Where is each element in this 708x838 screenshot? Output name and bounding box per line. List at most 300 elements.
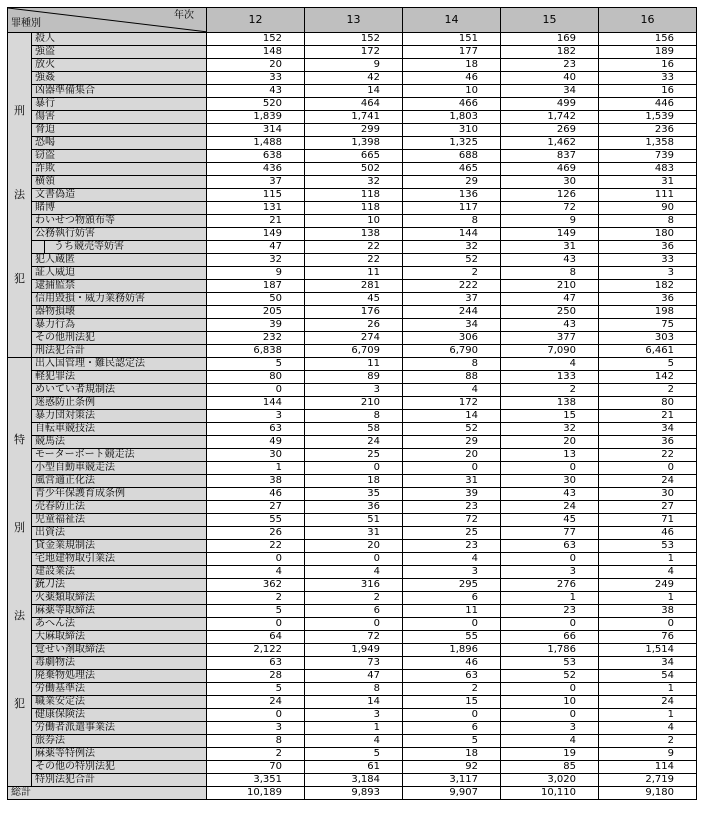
crime-type-name: 凶器準備集合 bbox=[35, 85, 95, 96]
count-cell: 2,719 bbox=[599, 774, 697, 787]
crime-type-name: 傷害 bbox=[35, 111, 55, 122]
grand-total-cell: 10,189 bbox=[207, 787, 305, 800]
count-cell: 31 bbox=[501, 241, 599, 254]
count-cell: 4 bbox=[305, 735, 403, 748]
count-cell: 210 bbox=[501, 280, 599, 293]
crime-type-label bbox=[32, 566, 207, 579]
count-cell: 236 bbox=[599, 124, 697, 137]
count-cell: 136 bbox=[403, 189, 501, 202]
crime-type-label bbox=[32, 228, 207, 241]
table-row bbox=[8, 605, 697, 618]
crime-type-name: 建設業法 bbox=[35, 566, 75, 577]
count-cell: 0 bbox=[305, 553, 403, 566]
table-row bbox=[8, 501, 697, 514]
count-cell: 11 bbox=[305, 358, 403, 371]
count-cell: 28 bbox=[207, 670, 305, 683]
group-label-char: 別 bbox=[14, 521, 25, 534]
crime-type-name: 競馬法 bbox=[35, 436, 65, 447]
count-cell: 75 bbox=[599, 319, 697, 332]
count-cell: 31 bbox=[305, 527, 403, 540]
group-label-char: 法 bbox=[14, 188, 25, 201]
crime-type-label bbox=[32, 774, 207, 787]
count-cell: 26 bbox=[305, 319, 403, 332]
grand-total-cell: 10,110 bbox=[501, 787, 599, 800]
count-cell: 9 bbox=[305, 59, 403, 72]
crime-type-label bbox=[32, 358, 207, 371]
crime-type-name: わいせつ物頒布等 bbox=[35, 215, 115, 226]
count-cell: 314 bbox=[207, 124, 305, 137]
header-row bbox=[8, 8, 697, 33]
table-row bbox=[8, 384, 697, 397]
count-cell: 205 bbox=[207, 306, 305, 319]
count-cell: 466 bbox=[403, 98, 501, 111]
crime-type-label bbox=[32, 215, 207, 228]
count-cell: 15 bbox=[501, 410, 599, 423]
crime-type-name: めいてい者規制法 bbox=[35, 384, 115, 395]
count-cell: 1,539 bbox=[599, 111, 697, 124]
crime-type-name: 軽犯罪法 bbox=[35, 371, 75, 382]
table-row bbox=[8, 254, 697, 267]
count-cell: 156 bbox=[599, 33, 697, 46]
count-cell: 180 bbox=[599, 228, 697, 241]
crime-type-name: その他の特別法犯 bbox=[35, 761, 115, 772]
count-cell: 2 bbox=[403, 683, 501, 696]
count-cell: 149 bbox=[207, 228, 305, 241]
table-row bbox=[8, 371, 697, 384]
crime-type-name: 刑法犯合計 bbox=[35, 345, 85, 356]
table-row bbox=[8, 462, 697, 475]
count-cell: 88 bbox=[403, 371, 501, 384]
count-cell: 115 bbox=[207, 189, 305, 202]
count-cell: 80 bbox=[207, 371, 305, 384]
count-cell: 23 bbox=[403, 540, 501, 553]
count-cell: 1,358 bbox=[599, 137, 697, 150]
crime-type-label bbox=[32, 202, 207, 215]
crime-type-name: 労働基準法 bbox=[35, 683, 85, 694]
count-cell: 1,949 bbox=[305, 644, 403, 657]
count-cell: 3 bbox=[207, 722, 305, 735]
count-cell: 3,117 bbox=[403, 774, 501, 787]
count-cell: 465 bbox=[403, 163, 501, 176]
count-cell: 182 bbox=[501, 46, 599, 59]
count-cell: 22 bbox=[599, 449, 697, 462]
count-cell: 0 bbox=[305, 462, 403, 475]
count-cell: 310 bbox=[403, 124, 501, 137]
count-cell: 739 bbox=[599, 150, 697, 163]
crime-type-name: 出入国管理・難民認定法 bbox=[35, 358, 145, 369]
count-cell: 276 bbox=[501, 579, 599, 592]
count-cell: 1 bbox=[207, 462, 305, 475]
table-row bbox=[8, 540, 697, 553]
count-cell: 61 bbox=[305, 761, 403, 774]
count-cell: 22 bbox=[207, 540, 305, 553]
crime-type-name: 殺人 bbox=[35, 33, 55, 44]
count-cell: 144 bbox=[207, 397, 305, 410]
count-cell: 2 bbox=[207, 748, 305, 761]
count-cell: 144 bbox=[403, 228, 501, 241]
count-cell: 0 bbox=[501, 618, 599, 631]
count-cell: 1 bbox=[501, 592, 599, 605]
count-cell: 5 bbox=[207, 683, 305, 696]
count-cell: 117 bbox=[403, 202, 501, 215]
count-cell: 36 bbox=[599, 436, 697, 449]
count-cell: 1,462 bbox=[501, 137, 599, 150]
count-cell: 66 bbox=[501, 631, 599, 644]
count-cell: 149 bbox=[501, 228, 599, 241]
count-cell: 5 bbox=[207, 605, 305, 618]
crime-type-name: 出資法 bbox=[35, 527, 65, 538]
table-row bbox=[8, 319, 697, 332]
crime-type-name: 強盗 bbox=[35, 46, 55, 57]
table-row bbox=[8, 358, 697, 371]
count-cell: 37 bbox=[207, 176, 305, 189]
crime-type-name: 放火 bbox=[35, 59, 55, 70]
count-cell: 14 bbox=[305, 696, 403, 709]
crime-type-label bbox=[32, 748, 207, 761]
count-cell: 72 bbox=[501, 202, 599, 215]
count-cell: 43 bbox=[501, 319, 599, 332]
count-cell: 90 bbox=[599, 202, 697, 215]
table-row bbox=[8, 748, 697, 761]
count-cell: 4 bbox=[501, 735, 599, 748]
count-cell: 377 bbox=[501, 332, 599, 345]
count-cell: 5 bbox=[207, 358, 305, 371]
crime-type-label bbox=[32, 176, 207, 189]
count-cell: 172 bbox=[403, 397, 501, 410]
count-cell: 33 bbox=[207, 72, 305, 85]
crime-type-name: モーターボート競走法 bbox=[35, 449, 135, 460]
count-cell: 3,020 bbox=[501, 774, 599, 787]
count-cell: 10 bbox=[403, 85, 501, 98]
crime-type-name: 窃盗 bbox=[35, 150, 55, 161]
crime-statistics-table-container bbox=[7, 7, 697, 800]
sub-item-indent-line bbox=[44, 241, 52, 253]
count-cell: 1,488 bbox=[207, 137, 305, 150]
count-cell: 10 bbox=[305, 215, 403, 228]
table-row bbox=[8, 72, 697, 85]
count-cell: 23 bbox=[501, 605, 599, 618]
count-cell: 8 bbox=[501, 267, 599, 280]
count-cell: 30 bbox=[501, 176, 599, 189]
count-cell: 29 bbox=[403, 176, 501, 189]
count-cell: 1,839 bbox=[207, 111, 305, 124]
count-cell: 4 bbox=[599, 566, 697, 579]
crime-type-label bbox=[32, 345, 207, 358]
crime-type-label bbox=[32, 462, 207, 475]
table-row bbox=[8, 696, 697, 709]
count-cell: 24 bbox=[599, 696, 697, 709]
count-cell: 73 bbox=[305, 657, 403, 670]
count-cell: 39 bbox=[207, 319, 305, 332]
crime-type-name: 宅地建物取引業法 bbox=[35, 553, 115, 564]
count-cell: 118 bbox=[305, 202, 403, 215]
table-row bbox=[8, 293, 697, 306]
count-cell: 1,742 bbox=[501, 111, 599, 124]
count-cell: 85 bbox=[501, 761, 599, 774]
count-cell: 38 bbox=[599, 605, 697, 618]
count-cell: 52 bbox=[501, 670, 599, 683]
count-cell: 47 bbox=[305, 670, 403, 683]
count-cell: 249 bbox=[599, 579, 697, 592]
crime-type-name: 麻薬等取締法 bbox=[35, 605, 95, 616]
count-cell: 46 bbox=[403, 657, 501, 670]
count-cell: 2,122 bbox=[207, 644, 305, 657]
crime-type-label bbox=[32, 319, 207, 332]
count-cell: 9 bbox=[207, 267, 305, 280]
crime-type-name: 職業安定法 bbox=[35, 696, 85, 707]
table-row bbox=[8, 488, 697, 501]
count-cell: 189 bbox=[599, 46, 697, 59]
count-cell: 51 bbox=[305, 514, 403, 527]
crime-type-label bbox=[32, 293, 207, 306]
count-cell: 152 bbox=[305, 33, 403, 46]
table-row bbox=[8, 332, 697, 345]
table-row bbox=[8, 98, 697, 111]
crime-statistics-table bbox=[7, 7, 697, 800]
count-cell: 47 bbox=[207, 241, 305, 254]
count-cell: 33 bbox=[599, 72, 697, 85]
crime-type-name: 迷惑防止条例 bbox=[35, 397, 95, 408]
count-cell: 10 bbox=[501, 696, 599, 709]
count-cell: 20 bbox=[403, 449, 501, 462]
count-cell: 118 bbox=[305, 189, 403, 202]
count-cell: 222 bbox=[403, 280, 501, 293]
count-cell: 232 bbox=[207, 332, 305, 345]
table-row bbox=[8, 163, 697, 176]
count-cell: 15 bbox=[403, 696, 501, 709]
count-cell: 63 bbox=[207, 423, 305, 436]
count-cell: 36 bbox=[599, 241, 697, 254]
count-cell: 4 bbox=[501, 358, 599, 371]
count-cell: 176 bbox=[305, 306, 403, 319]
crime-type-name: 特別法犯合計 bbox=[35, 774, 95, 785]
count-cell: 20 bbox=[305, 540, 403, 553]
count-cell: 0 bbox=[403, 462, 501, 475]
count-cell: 0 bbox=[207, 384, 305, 397]
count-cell: 142 bbox=[599, 371, 697, 384]
crime-type-label bbox=[32, 592, 207, 605]
count-cell: 11 bbox=[305, 267, 403, 280]
table-row bbox=[8, 306, 697, 319]
count-cell: 469 bbox=[501, 163, 599, 176]
count-cell: 7,090 bbox=[501, 345, 599, 358]
count-cell: 71 bbox=[599, 514, 697, 527]
count-cell: 14 bbox=[305, 85, 403, 98]
crime-type-label bbox=[32, 631, 207, 644]
count-cell: 72 bbox=[305, 631, 403, 644]
crime-type-label bbox=[32, 306, 207, 319]
count-cell: 2 bbox=[403, 267, 501, 280]
crime-type-name: 逮捕監禁 bbox=[35, 280, 75, 291]
crime-type-label bbox=[32, 189, 207, 202]
count-cell: 2 bbox=[207, 592, 305, 605]
count-cell: 1 bbox=[599, 683, 697, 696]
count-cell: 25 bbox=[305, 449, 403, 462]
count-cell: 24 bbox=[599, 475, 697, 488]
count-cell: 152 bbox=[207, 33, 305, 46]
count-cell: 210 bbox=[305, 397, 403, 410]
count-cell: 53 bbox=[501, 657, 599, 670]
count-cell: 1 bbox=[599, 592, 697, 605]
count-cell: 0 bbox=[403, 618, 501, 631]
crime-type-name: 公務執行妨害 bbox=[35, 228, 95, 239]
table-row bbox=[8, 514, 697, 527]
crime-type-label bbox=[32, 553, 207, 566]
count-cell: 55 bbox=[207, 514, 305, 527]
count-cell: 0 bbox=[403, 709, 501, 722]
table-row bbox=[8, 436, 697, 449]
crime-type-label bbox=[32, 150, 207, 163]
count-cell: 63 bbox=[501, 540, 599, 553]
count-cell: 23 bbox=[403, 501, 501, 514]
count-cell: 316 bbox=[305, 579, 403, 592]
count-cell: 1,325 bbox=[403, 137, 501, 150]
count-cell: 46 bbox=[207, 488, 305, 501]
count-cell: 24 bbox=[207, 696, 305, 709]
grand-total-cell: 9,893 bbox=[305, 787, 403, 800]
count-cell: 6 bbox=[305, 605, 403, 618]
crime-type-name: 労働者派遣事業法 bbox=[35, 722, 115, 733]
count-cell: 638 bbox=[207, 150, 305, 163]
count-cell: 36 bbox=[305, 501, 403, 514]
crime-type-label bbox=[32, 241, 207, 254]
count-cell: 27 bbox=[207, 501, 305, 514]
table-row bbox=[8, 774, 697, 787]
count-cell: 177 bbox=[403, 46, 501, 59]
count-cell: 54 bbox=[599, 670, 697, 683]
count-cell: 3 bbox=[599, 267, 697, 280]
count-cell: 295 bbox=[403, 579, 501, 592]
table-row bbox=[8, 722, 697, 735]
crime-type-label bbox=[32, 514, 207, 527]
count-cell: 25 bbox=[403, 527, 501, 540]
crime-type-name: 大麻取締法 bbox=[35, 631, 85, 642]
count-cell: 22 bbox=[305, 241, 403, 254]
crime-type-name: 健康保険法 bbox=[35, 709, 85, 720]
count-cell: 35 bbox=[305, 488, 403, 501]
count-cell: 6 bbox=[403, 722, 501, 735]
count-cell: 21 bbox=[207, 215, 305, 228]
year-header-14: 14 bbox=[403, 8, 501, 33]
crime-type-label bbox=[32, 618, 207, 631]
count-cell: 45 bbox=[501, 514, 599, 527]
count-cell: 27 bbox=[599, 501, 697, 514]
group-label-char: 犯 bbox=[14, 697, 25, 710]
count-cell: 3 bbox=[403, 566, 501, 579]
count-cell: 58 bbox=[305, 423, 403, 436]
crime-type-name: 売春防止法 bbox=[35, 501, 85, 512]
count-cell: 4 bbox=[207, 566, 305, 579]
crime-type-name: あへん法 bbox=[35, 618, 75, 629]
table-row bbox=[8, 631, 697, 644]
crime-type-label bbox=[32, 267, 207, 280]
table-row bbox=[8, 111, 697, 124]
count-cell: 1,514 bbox=[599, 644, 697, 657]
table-row bbox=[8, 618, 697, 631]
count-cell: 138 bbox=[501, 397, 599, 410]
count-cell: 22 bbox=[305, 254, 403, 267]
count-cell: 148 bbox=[207, 46, 305, 59]
grand-total-label: 総計 bbox=[8, 787, 207, 800]
count-cell: 16 bbox=[599, 85, 697, 98]
table-row bbox=[8, 475, 697, 488]
count-cell: 32 bbox=[501, 423, 599, 436]
count-cell: 30 bbox=[207, 449, 305, 462]
count-cell: 0 bbox=[501, 462, 599, 475]
count-cell: 32 bbox=[305, 176, 403, 189]
crime-type-label bbox=[32, 488, 207, 501]
crime-type-name: 覚せい剤取締法 bbox=[35, 644, 105, 655]
crime-type-name: 青少年保護育成条例 bbox=[35, 488, 125, 499]
count-cell: 45 bbox=[305, 293, 403, 306]
count-cell: 32 bbox=[207, 254, 305, 267]
count-cell: 2 bbox=[599, 384, 697, 397]
crime-type-name: 毒劇物法 bbox=[35, 657, 75, 668]
count-cell: 49 bbox=[207, 436, 305, 449]
count-cell: 30 bbox=[501, 475, 599, 488]
table-row bbox=[8, 150, 697, 163]
crime-type-name: 犯人蔵匿 bbox=[35, 254, 75, 265]
crime-type-label bbox=[32, 397, 207, 410]
crime-type-name: 銃刀法 bbox=[35, 579, 65, 590]
crime-type-name: 貸金業規制法 bbox=[35, 540, 95, 551]
crime-type-label bbox=[32, 735, 207, 748]
crime-type-label bbox=[32, 683, 207, 696]
table-row bbox=[8, 709, 697, 722]
table-row bbox=[8, 657, 697, 670]
year-header-13: 13 bbox=[305, 8, 403, 33]
count-cell: 89 bbox=[305, 371, 403, 384]
crime-type-label bbox=[32, 111, 207, 124]
count-cell: 31 bbox=[599, 176, 697, 189]
table-row bbox=[8, 683, 697, 696]
crime-type-label bbox=[32, 670, 207, 683]
count-cell: 76 bbox=[599, 631, 697, 644]
table-row bbox=[8, 33, 697, 46]
count-cell: 131 bbox=[207, 202, 305, 215]
crime-type-label bbox=[32, 644, 207, 657]
crime-type-name: 証人威迫 bbox=[35, 267, 75, 278]
crime-type-name: 詐欺 bbox=[35, 163, 55, 174]
count-cell: 688 bbox=[403, 150, 501, 163]
count-cell: 4 bbox=[305, 566, 403, 579]
count-cell: 14 bbox=[403, 410, 501, 423]
count-cell: 20 bbox=[207, 59, 305, 72]
crime-type-label bbox=[32, 85, 207, 98]
count-cell: 306 bbox=[403, 332, 501, 345]
table-row bbox=[8, 527, 697, 540]
crime-type-label bbox=[32, 527, 207, 540]
count-cell: 39 bbox=[403, 488, 501, 501]
column-axis-label: 年次 bbox=[174, 10, 194, 21]
crime-type-name: 火薬類取締法 bbox=[35, 592, 95, 603]
count-cell: 23 bbox=[501, 59, 599, 72]
count-cell: 0 bbox=[501, 709, 599, 722]
count-cell: 299 bbox=[305, 124, 403, 137]
table-row bbox=[8, 579, 697, 592]
crime-type-label bbox=[32, 163, 207, 176]
crime-type-label bbox=[32, 410, 207, 423]
crime-type-label bbox=[32, 605, 207, 618]
crime-type-label bbox=[32, 33, 207, 46]
count-cell: 34 bbox=[599, 657, 697, 670]
crime-type-label bbox=[32, 449, 207, 462]
year-header-15: 15 bbox=[501, 8, 599, 33]
count-cell: 92 bbox=[403, 761, 501, 774]
count-cell: 36 bbox=[599, 293, 697, 306]
count-cell: 18 bbox=[305, 475, 403, 488]
table-row bbox=[8, 761, 697, 774]
